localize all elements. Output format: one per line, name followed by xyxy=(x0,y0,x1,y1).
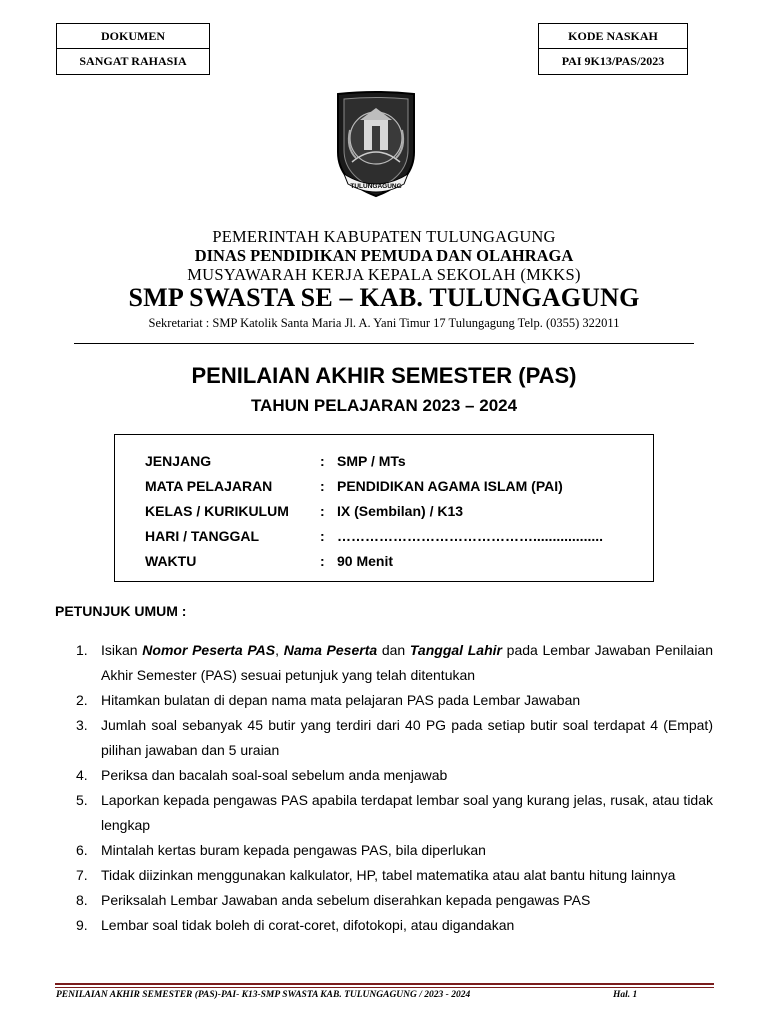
exam-title: PENILAIAN AKHIR SEMESTER (PAS) xyxy=(191,363,577,388)
page-number: Hal. 1 xyxy=(613,990,638,1000)
script-code-value: PAI 9K13/PAS/2023 xyxy=(539,48,687,73)
item-text: Lembar soal tidak boleh di corat-coret, difotokopi, atau digandakan xyxy=(101,917,515,933)
footer-text: PENILAIAN AKHIR SEMESTER (PAS)-PAI- K13-SMP SWASTA KAB. TULUNGAGUNG / 2023 - 2024 xyxy=(56,990,471,1000)
item-text: Jumlah soal sebanyak 45 butir yang terdiri dari 40 PG pada setiap butir soal terdapat 4 (Empat) pilihan jawaban dan 5 uraian xyxy=(101,717,713,758)
item-text: Tidak diizinkan menggunakan kalkulator, HP, tabel matematika atau alat bantu hitung lainnya xyxy=(101,867,676,883)
letterhead-divider xyxy=(74,343,694,344)
info-value: …………………………………….................. xyxy=(337,528,604,544)
script-code-label: KODE NASKAH xyxy=(568,29,658,43)
tulungagung-crest-icon xyxy=(330,90,422,200)
info-separator: : xyxy=(320,503,325,519)
instructions-heading: PETUNJUK UMUM : xyxy=(55,603,187,619)
item-text: Hitamkan bulatan di depan nama mata pelajaran PAS pada Lembar Jawaban xyxy=(101,692,581,708)
item-emphasis: Nomor Peserta PAS xyxy=(142,642,276,658)
secretariat-address: Sekretariat : SMP Katolik Santa Maria Jl. A. Yani Timur 17 Tulungagung Telp. (0355) 322011 xyxy=(148,316,620,330)
script-code-box xyxy=(538,23,688,75)
instructions-list xyxy=(56,638,713,938)
list-item xyxy=(56,913,713,938)
item-text: , xyxy=(275,642,284,658)
item-number: 4. xyxy=(76,767,88,783)
info-key: MATA PELAJARAN xyxy=(145,478,273,494)
footer-divider-thin xyxy=(55,987,714,988)
list-item xyxy=(56,763,713,788)
info-value: 90 Menit xyxy=(337,553,394,569)
item-text: Isikan xyxy=(101,642,143,658)
info-separator: : xyxy=(320,478,325,494)
item-number: 6. xyxy=(76,842,88,858)
logo-banner-text: TULUNGAGUNG xyxy=(350,183,402,190)
list-item xyxy=(56,788,713,838)
info-key: KELAS / KURIKULUM xyxy=(145,503,289,519)
document-classification-box xyxy=(56,23,210,75)
council-line: MUSYAWARAH KERJA KEPALA SEKOLAH (MKKS) xyxy=(187,265,581,284)
item-emphasis: Tanggal Lahir xyxy=(409,642,502,658)
list-item xyxy=(56,863,713,888)
academic-year: TAHUN PELAJARAN 2023 – 2024 xyxy=(250,396,518,415)
item-emphasis: Nama Peserta xyxy=(283,642,378,658)
info-value: IX (Sembilan) / K13 xyxy=(337,503,464,519)
list-item xyxy=(56,688,713,713)
info-key: WAKTU xyxy=(145,553,197,569)
item-number: 3. xyxy=(76,717,88,733)
document-label: DOKUMEN xyxy=(101,29,165,43)
item-number: 9. xyxy=(76,917,88,933)
list-item xyxy=(56,713,713,763)
footer-divider xyxy=(55,983,714,985)
item-number: 2. xyxy=(76,692,88,708)
item-text: Periksa dan bacalah soal-soal sebelum anda menjawab xyxy=(101,767,448,783)
info-separator: : xyxy=(320,553,325,569)
list-item xyxy=(56,838,713,863)
info-separator: : xyxy=(320,453,325,469)
exam-info-box xyxy=(114,434,654,582)
info-value: SMP / MTs xyxy=(337,453,406,469)
item-text: dan xyxy=(377,642,410,658)
info-value: PENDIDIKAN AGAMA ISLAM (PAI) xyxy=(337,478,563,494)
item-number: 1. xyxy=(76,642,88,658)
item-number: 7. xyxy=(76,867,88,883)
document-value: SANGAT RAHASIA xyxy=(57,48,209,73)
info-separator: : xyxy=(320,528,325,544)
item-number: 5. xyxy=(76,792,88,808)
item-text: Laporkan kepada pengawas PAS apabila terdapat lembar soal yang kurang jelas, rusak, atau tidak lengkap xyxy=(101,792,713,833)
list-item xyxy=(56,638,713,688)
item-text: pada Lembar Jawaban Penilaian Akhir Semester (PAS) sesuai petunjuk yang telah ditentukan xyxy=(101,642,713,683)
item-number: 8. xyxy=(76,892,88,908)
item-text: Mintalah kertas buram kepada pengawas PAS, bila diperlukan xyxy=(101,842,486,858)
list-item xyxy=(56,888,713,913)
school-name: SMP SWASTA SE – KAB. TULUNGAGUNG xyxy=(128,283,640,312)
government-line: PEMERINTAH KABUPATEN TULUNGAGUNG xyxy=(212,227,556,246)
item-text: Periksalah Lembar Jawaban anda sebelum diserahkan kepada pengawas PAS xyxy=(101,892,591,908)
info-key: JENJANG xyxy=(145,453,212,469)
department-line: DINAS PENDIDIKAN PEMUDA DAN OLAHRAGA xyxy=(194,246,574,265)
info-key: HARI / TANGGAL xyxy=(145,528,260,544)
